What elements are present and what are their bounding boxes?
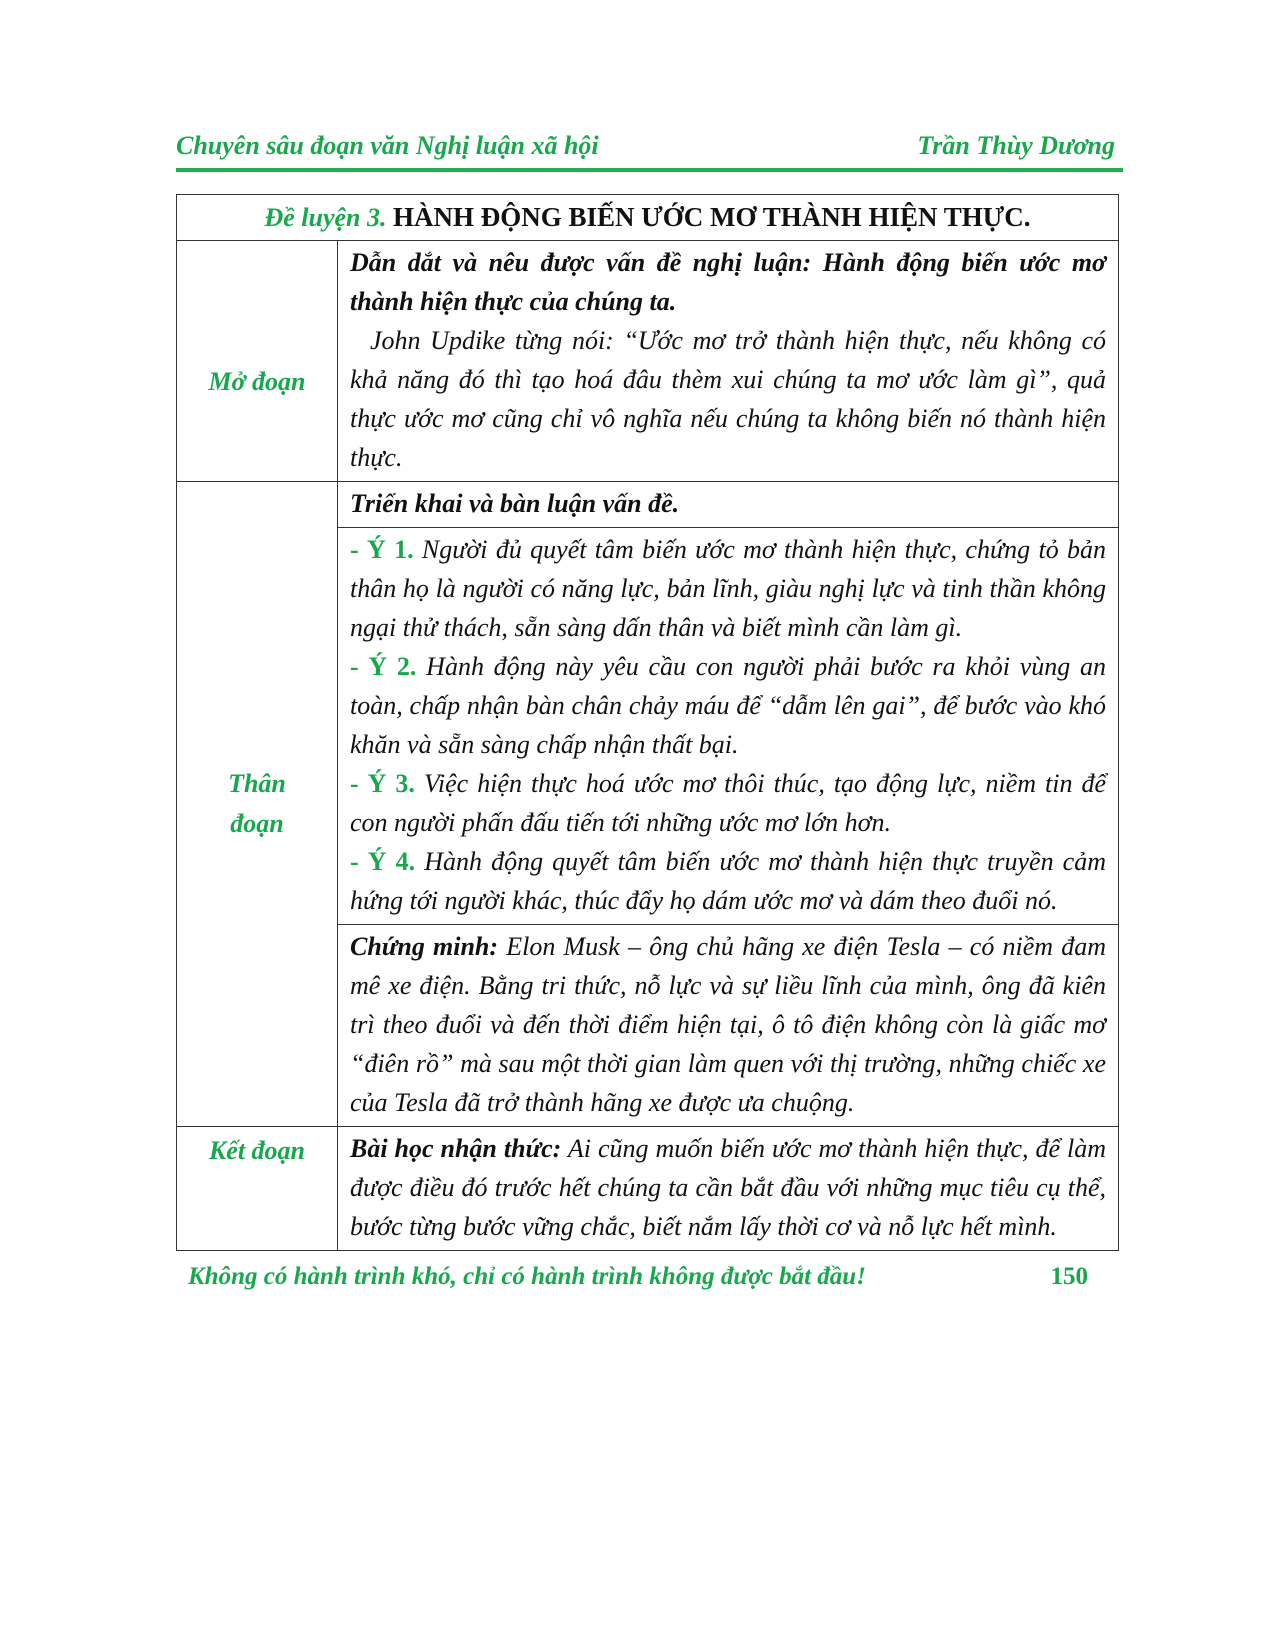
- proof-text: Elon Musk – ông chủ hãng xe điện Tesla – có niềm đam mê xe điện. Bằng tri thức, nỗ lực và sự liều lĩnh của mình, ông đã kiên trì theo đuổi và đến thời điểm hiện tại, ô tô điện không còn là giấc mơ “điên rồ” mà sau một thời gian làm quen với thị trường, những chiếc xe của Tesla đã trở thành hãng xe được ưa chuộng.: [350, 932, 1106, 1117]
- mo-doan-content: [338, 241, 1119, 482]
- exercise-label: Đề luyện 3.: [264, 203, 387, 232]
- mo-doan-heading: Dẫn dắt và nêu được vấn đề nghị luận: Hành động biến ước mơ thành hiện thực của chúng ta.: [350, 248, 1106, 316]
- than-doan-label: [177, 482, 338, 1127]
- point-item: [350, 530, 1106, 647]
- than-doan-label-line2: đoạn: [230, 809, 284, 838]
- mo-doan-label: Mở đoạn: [177, 241, 338, 482]
- proof-label: Chứng minh:: [350, 932, 499, 961]
- point-text: Hành động quyết tâm biến ước mơ thành hiện thực truyền cảm hứng tới người khác, thúc đẩy họ dám ước mơ và dám theo đuổi nó.: [350, 847, 1107, 915]
- point-marker: - Ý 2.: [350, 652, 417, 681]
- point-item: [350, 764, 1106, 842]
- point-item: [350, 842, 1106, 920]
- outline-table: [176, 194, 1119, 1251]
- point-text: Hành động này yêu cầu con người phải bước ra khỏi vùng an toàn, chấp nhận bàn chân chảy máu để “dẫm lên gai”, để bước vào khó khăn và sẵn sàng chấp nhận thất bại.: [350, 652, 1107, 759]
- book-title: Chuyên sâu đoạn văn Nghị luận xã hội: [176, 131, 599, 160]
- mo-doan-row: [177, 241, 1119, 482]
- than-doan-heading: Triển khai và bàn luận vấn đề.: [350, 489, 680, 518]
- author-name: Trần Thùy Dương: [917, 131, 1115, 160]
- ket-doan-content: [338, 1127, 1119, 1251]
- exercise-title: [177, 195, 1119, 241]
- point-text: Việc hiện thực hoá ước mơ thôi thúc, tạo động lực, niềm tin để con người phấn đấu tiến tới những ước mơ lớn hơn.: [350, 769, 1107, 837]
- than-doan-proof: [338, 925, 1119, 1127]
- ket-doan-label: Kết đoạn: [177, 1127, 338, 1251]
- point-text: Người đủ quyết tâm biến ước mơ thành hiện thực, chứng tỏ bản thân họ là người có năng lực, bản lĩnh, giàu nghị lực và tinh thần không ngại thử thách, sẵn sàng dấn thân và biết mình cần làm gì.: [350, 535, 1107, 642]
- page-header: [176, 128, 1123, 172]
- than-doan-label-line1: Thân: [228, 769, 286, 798]
- lesson-text: Ai cũng muốn biến ước mơ thành hiện thực, để làm được điều đó trước hết chúng ta cần bắt đầu với những mục tiêu cụ thể, bước từng bước vững chắc, biết nắm lấy thời cơ và nỗ lực hết mình.: [350, 1134, 1107, 1241]
- page-number: 150: [1050, 1263, 1088, 1290]
- point-marker: - Ý 4.: [350, 847, 416, 876]
- footer-motto: Không có hành trình khó, chỉ có hành trình không được bắt đầu!: [188, 1263, 866, 1290]
- page-footer: [176, 1257, 1118, 1297]
- point-marker: - Ý 1.: [350, 535, 414, 564]
- point-marker: - Ý 3.: [350, 769, 415, 798]
- title-row: [177, 195, 1119, 241]
- page: [176, 0, 1123, 1297]
- mo-doan-body: John Updike từng nói: “Ước mơ trở thành hiện thực, nếu không có khả năng đó thì tạo hoá đâu thèm xui chúng ta mơ ước làm gì”, quả thực ước mơ cũng chỉ vô nghĩa nếu chúng ta không biến nó thành hiện thực.: [350, 326, 1106, 472]
- ket-doan-row: [177, 1127, 1119, 1251]
- point-item: [350, 647, 1106, 764]
- than-doan-points: [338, 528, 1119, 925]
- than-doan-heading-row: [177, 482, 1119, 528]
- exercise-topic: HÀNH ĐỘNG BIẾN ƯỚC MƠ THÀNH HIỆN THỰC.: [393, 202, 1031, 232]
- lesson-label: Bài học nhận thức:: [350, 1134, 562, 1163]
- than-doan-heading-cell: [338, 482, 1119, 528]
